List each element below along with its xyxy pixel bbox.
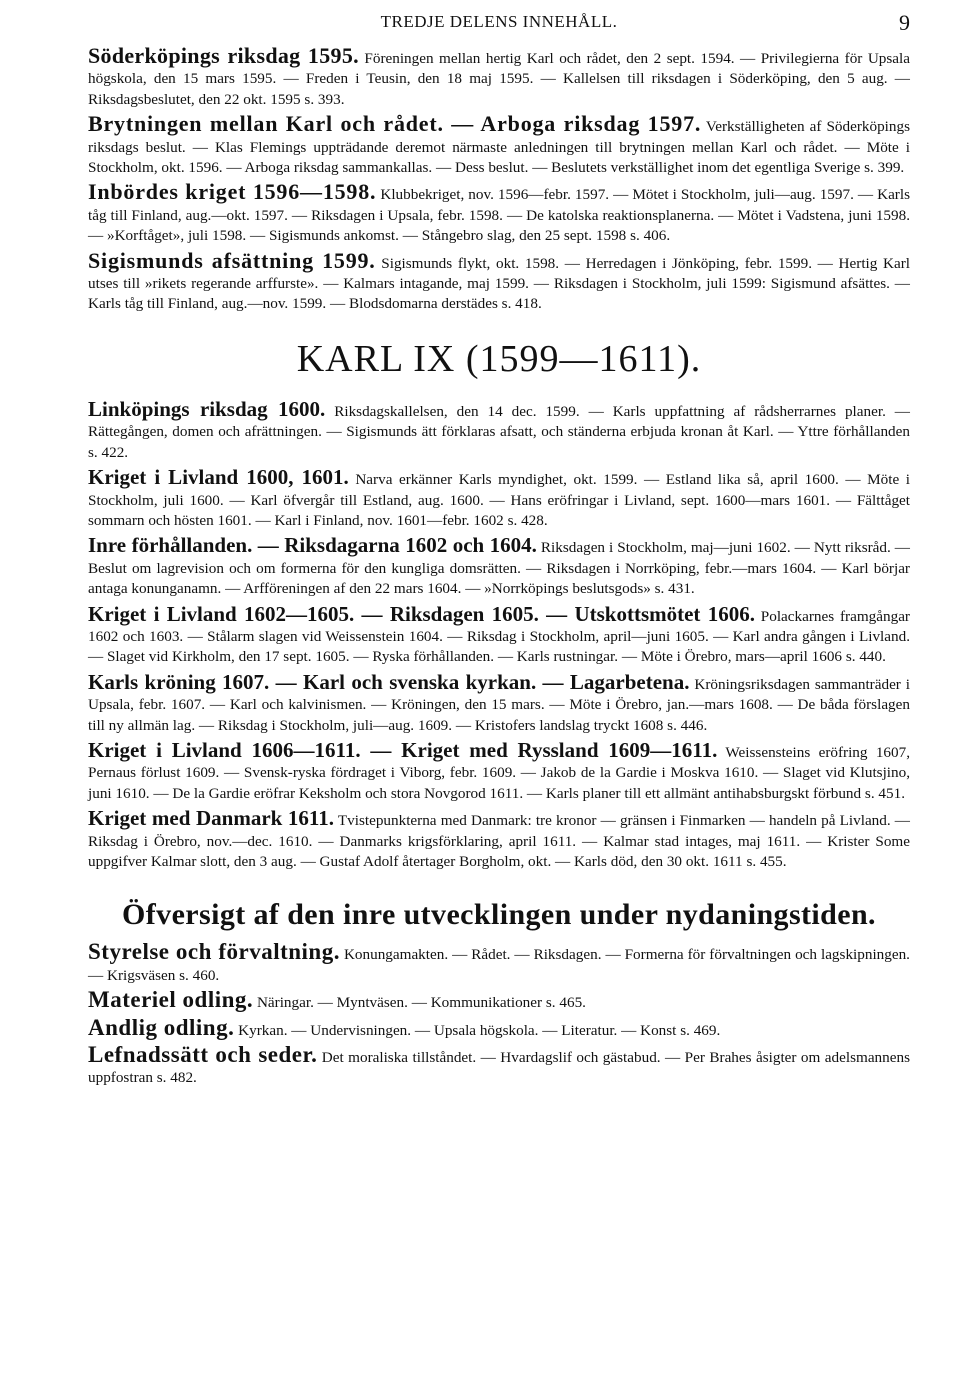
running-head-title: TREDJE DELENS INNEHÅLL. [380,12,618,31]
toc-entry [88,396,910,463]
page-reference: s. 469. [680,1021,721,1039]
page-reference: s. 460. [179,966,220,984]
toc-entry [88,179,910,246]
page-reference: s. 431. [654,580,695,598]
toc-entry [88,1042,910,1089]
entry-heading: Inre förhållanden. — Riksdagarna 1602 och 1604. [88,533,537,558]
entry-text: Näringar. — Myntväsen. — Kommunikationer [253,994,543,1012]
entry-heading: Materiel odling. [88,987,254,1013]
page-reference: s. 393. [304,90,345,108]
entry-text: Klubbekriget, nov. 1596—febr. 1597. — Mötet i Stockholm, juli—aug. 1597. — Karls tåg till Finland, aug.—okt. 1597. — Riksdagen i Upsala, febr. 1598. — De katolska reaktionsplanerna. — Mötet i Vadstena, juni 1598. — »Korftåget», juli 1598. — Sigismunds ankomst. — Stångebro slag, den 25 sept. 1598 [88,186,910,245]
entry-heading: Lefnadssätt och seder. [88,1042,318,1068]
section-heading: Öfversigt af den inre utvecklingen under nydaningstiden. [122,898,876,932]
toc-entry [88,247,911,315]
entry-text: Weissensteins eröfring 1607, Pernaus förlust 1609. — Svensk-ryska fördraget i Viborg, febr. 1609. — Jakob de la Gardie i Moskva 1610. — Slaget vid Klutsjino, juni 1610. — De la Gardie eröfrar Keksholm och stora Novgorod 1611. — Karls planer till ett allmänt antihabsburgskt förbund [88,743,910,802]
toc-entry [88,111,910,178]
toc-entry [88,467,910,531]
entry-heading: Kriget med Danmark 1611. [88,806,334,831]
entry-heading: Karls kröning 1607. — Karl och svenska kyrkan. — Lagarbetena. [88,669,690,694]
entry-heading: Linköpings riksdag 1600. [88,396,326,421]
entry-heading: Kriget i Livland 1602—1605. — Riksdagen 1605. — Utskottsmötet 1606. [88,601,755,626]
toc-entry [88,737,910,804]
entry-text: Tvistepunkterna med Danmark: tre kronor — gränsen i Finmarken — handeln på Livland. — Riksdag i Örebro, nov.—dec. 1610. — Danmarks krigsförklaring, april 1611. — Kalmar stad intages, maj 1611. — Krister Some uppgifver Kalmar slott, den 3 aug. — Gustaf Adolf återtager Borgholm, okt. — Karls död, den 30 okt. 1611 [88,812,910,870]
page-reference: s. 440. [845,648,886,666]
entry-text: Polackarnes framgångar 1602 och 1603. — Stålarm slagen vid Weissenstein 1604. — Riksdag i Stockholm, april—juni 1605. — Karl andra gången i Livland. — Slaget vid Kirkholm, den 17 sept. 1605. — Ryska förhållanden. — Karls rustningar. — Möte i Örebro, mars—april 1606 [88,607,910,666]
page-reference: s. 418. [501,295,542,313]
toc-entry [88,939,910,986]
entry-heading: Brytningen mellan Karl och rådet. — Arboga riksdag 1597. [88,111,702,137]
entry-text: Riksdagen i Stockholm, maj—juni 1602. — Nytt riksråd. — Beslut om lagrevision och om formerna för den kungliga domsrätten. — Riksdagen i Norrköping, febr.—mars 1604. — Karl börjar antaga konunganamn. — Arfföreningen af den 22 mars 1604. — »Norrköpings beslutsgods» [88,539,910,598]
page-reference: s. 406. [630,227,671,245]
toc-entry [88,1014,910,1041]
page-reference: s. 482. [156,1069,197,1087]
running-head [88,10,910,40]
entry-text: Kyrkan. — Undervisningen. — Upsala högskola. — Literatur. — Konst [234,1021,677,1039]
entry-heading: Kriget i Livland 1600, 1601. [88,465,349,490]
entry-text: Föreningen mellan hertig Karl och rådet, den 2 sept. 1594. — Privilegierna för Upsala högskola, den 15 mars 1595. — Freden i Teusin, den 18 maj 1595. — Kallelsen till riksdagen i Söderköping, den 5 aug. — Riksdagsbeslutet, den 22 okt. 1595 [88,50,910,108]
toc-entry [88,43,910,110]
entry-text: Riksdagskallelsen, den 14 dec. 1599. — Karls uppfattning af rådsherrarnes planer. — Rättegången, domen och afrättningen. — Sigismunds ätt förklaras afsatt, och ständerna erbjuda kronan åt Karl. — Yttre förhållanden [88,402,910,441]
entry-heading: Kriget i Livland 1606—1611. — Kriget med Ryssland 1609—1611. [88,737,718,762]
page [88,10,910,1089]
toc-entry [88,808,910,872]
entry-heading: Styrelse och förvaltning. [88,939,340,965]
page-reference: s. 455. [746,853,787,870]
entry-text: Sigismunds flykt, okt. 1598. — Herredagen i Jönköping, febr. 1599. — Hertig Karl utses till »rikets regerande arffurste». — Kalmars intagande, maj 1599. — Riksdagen i Stockholm, juli 1599: Sigismund afsättes. — Karls tåg till Finland, aug.—nov. 1599. — Blodsdomarna derstädes [88,254,911,313]
page-number: 9 [899,10,910,35]
toc-entry [88,669,910,736]
entry-text: Konungamakten. — Rådet. — Riksdagen. — Formerna för förvaltningen och lagskipningen. — Krigsväsen [88,946,910,984]
toc-entry [88,535,910,599]
page-reference: s. 465. [545,994,586,1012]
entry-text: Verkställigheten af Söderköpings riksdags beslut. — Klas Flemings uppträdande deremot närmaste anledningen till brytningen mellan Karl och rådet. — Möte i Stockholm, okt. 1596. — Arboga riksdag sammankallas. — Dess beslut. — Beslutets verkställighet inom det egentliga Sverige [88,118,910,177]
page-reference: s. 446. [667,716,708,734]
page-reference: s. 399. [864,159,905,177]
entry-text: Narva erkänner Karls myndighet, okt. 1599. — Estland lika så, april 1600. — Möte i Stockholm, juli 1600. — Karl öfvergår till Estland, aug. 1600. — Hans eröfringar i Livland, sept. 1600—mars 1601. — Fälttåget sommarn och hösten 1601. — Karl i Finland, nov. 1601—febr. 1602 [88,471,910,529]
entry-heading: Inbördes kriget 1596—1598. [88,179,377,205]
page-reference: s. 428. [507,511,548,529]
toc-entry [88,987,910,1013]
entry-heading: Söderköpings riksdag 1595. [88,43,359,68]
entry-heading: Andlig odling. [88,1014,235,1040]
page-reference: s. 422. [88,443,129,461]
toc-entry [88,601,910,668]
entry-text: Det moraliska tillståndet. — Hvardagslif och gästabud. — Per Brahes åsigter om adelsmannens uppfostran [88,1049,910,1087]
entry-heading: Sigismunds afsättning 1599. [88,247,376,273]
reign-heading: KARL IX (1599—1611). [296,337,702,380]
entry-text: Kröningsriksdagen sammanträder i Upsala, febr. 1607. — Karl och kalvinismen. — Kröningen, den 15 mars. — Möte i Örebro, jan.—mars 1608. — De båda förslagen till ny allmän lag. — Riksdag i Stockholm, juli—aug. 1609. — Kristofers landslag tryckt 1608 [88,675,910,734]
page-reference: s. 451. [864,784,906,802]
